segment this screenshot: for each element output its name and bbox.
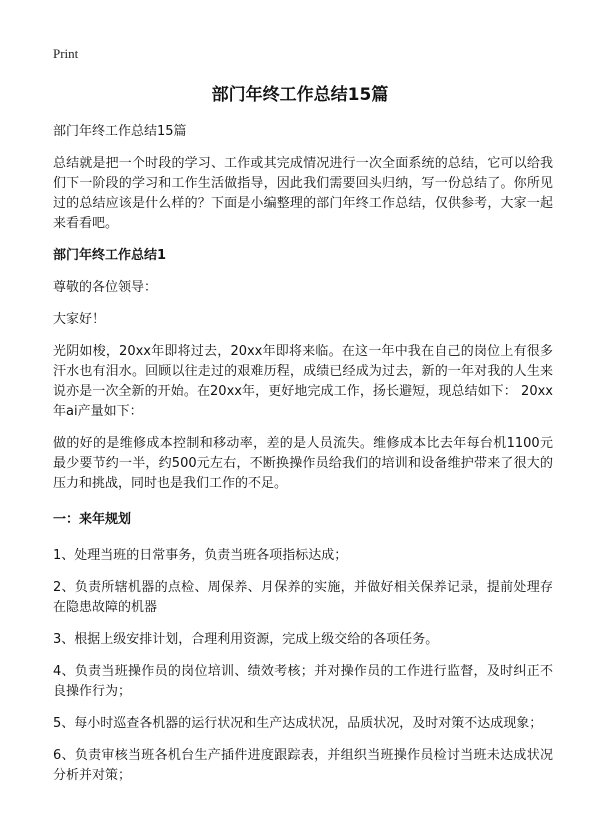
plan-item-1: 1、处理当班的日常事务，负责当班各项指标达成； <box>53 548 348 563</box>
document-subtitle: 部门年终工作总结15篇 <box>53 124 187 139</box>
plan-heading: 一：来年规划 <box>53 512 132 527</box>
print-link[interactable]: Print <box>53 46 79 61</box>
plan-item-2: 2、负责所辖机器的点检、周保养、月保养的实施，并做好相关保养记录，提前处理存在隐患故障的机器 <box>53 580 553 615</box>
hello-line: 大家好！ <box>53 312 106 327</box>
section-heading: 部门年终工作总结1 <box>53 248 167 263</box>
body-paragraph-1: 光阴如梭，20xx年即将过去，20xx年即将来临。在这一年中我在自己的岗位上有很多汗水也有泪水。回顾以往走过的艰难历程，成绩已经成为过去，新的一年对我的人生来说亦是一次全新的开始。在20xx年，更好地完成工作，扬长避短，现总结如下： 20xx年ai产量如下： <box>53 344 553 419</box>
plan-item-3: 3、根据上级安排计划，合理利用资源，完成上级交给的各项任务。 <box>53 632 439 647</box>
plan-item-5: 5、每小时巡查各机器的运行状况和生产达成状况，品质状况，及时对策不达成现象； <box>53 716 543 731</box>
body-paragraph-2: 做的好的是维修成本控制和移动率，差的是人员流失。维修成本比去年每台机1100元最少要节约一半，约500元左右，不断换操作员给我们的培训和设备维护带来了很大的压力和挑战，同时也是我们工作的不足。 <box>53 436 553 491</box>
greeting-line: 尊敬的各位领导： <box>53 280 158 295</box>
page-title: 部门年终工作总结15篇 <box>211 85 389 105</box>
document-body <box>53 122 553 798</box>
plan-item-6: 6、负责审核当班各机台生产插件进度跟踪表，并组织当班操作员检讨当班未达成状况分析并对策； <box>53 748 553 783</box>
plan-item-4: 4、负责当班操作员的岗位培训、绩效考核；并对操作员的工作进行监督，及时纠正不良操作行为； <box>53 664 553 699</box>
intro-paragraph: 总结就是把一个时段的学习、工作或其完成情况进行一次全面系统的总结，它可以给我们下一阶段的学习和工作生活做指导，因此我们需要回头归纳，写一份总结了。你所见过的总结应该是什么样的？下面是小编整理的部门年终工作总结，仅供参考，大家一起来看看吧。 <box>53 156 553 231</box>
